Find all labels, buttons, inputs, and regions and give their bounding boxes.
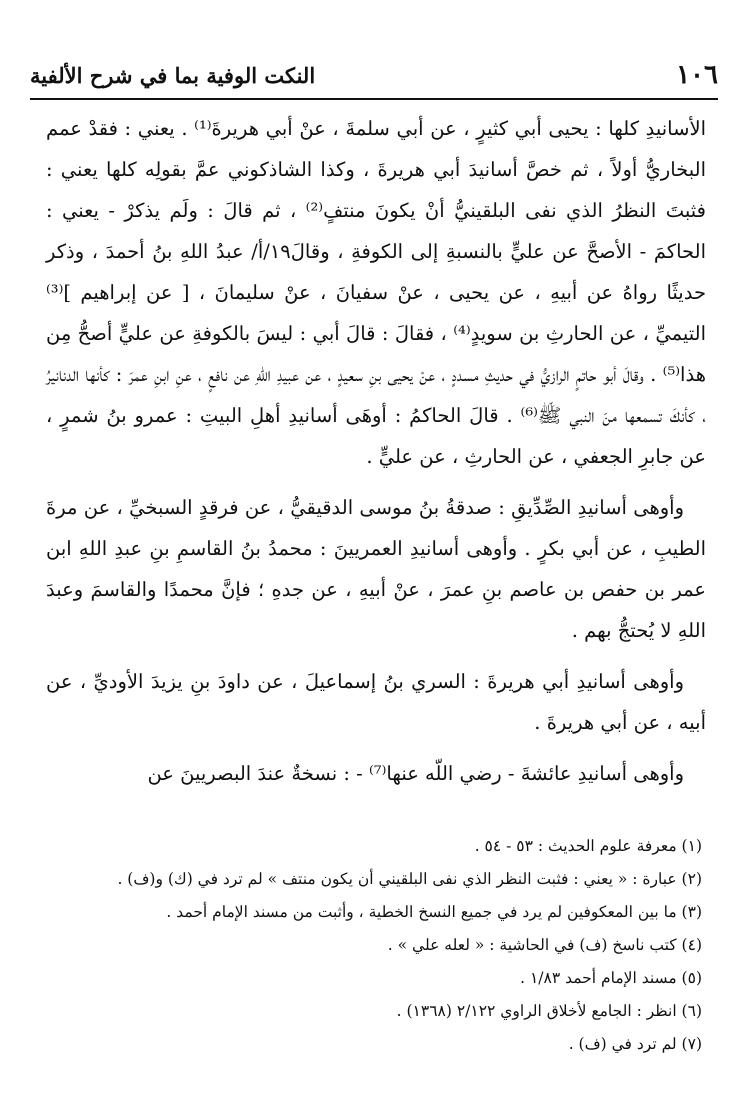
footnote: (١) معرفة علوم الحديث : ٥٣ - ٥٤ . (474, 837, 702, 855)
paragraph: وأوهى أسانيدِ الصِّدِّيقِ : صدقةُ بنُ موسى الدقيقيُّ ، عن فرقدٍ السبخيِّ ، عن مرةَ الطيبِ ، عن أبي بكرٍ . وأوهى أسانيدِ العمريينَ : محمدُ بنُ القاسمِ بنِ عبدِ اللهِ ابن عمر بن حفص بن عاصم بنِ عمرَ ، عنْ أبيهِ ، عن جدهِ ؛ فإنَّ محمدًا والقاسمَ وعبدَ اللهِ لا يُحتجُّ بهم . (46, 496, 706, 642)
page-number: ١٠٦ (676, 60, 718, 90)
paragraph: وأوهى أسانيدِ أبي هريرةَ : السري بنُ إسماعيلَ ، عن داودَ بنِ يزيدَ الأوديِّ ، عن أبيه ، عن أبي هريرةَ . (46, 670, 706, 734)
footnotes (52, 830, 702, 1061)
running-header (30, 52, 718, 98)
footnote: (٧) لم ترد في (ف) . (568, 1035, 702, 1053)
footnote: (٦) انظر : الجامع لأخلاق الراوي ٢/١٢٢ (١٣٦٨) . (396, 1002, 702, 1020)
footnote: (٤) كتب ناسخ (ف) في الحاشية : « لعله علي » . (387, 936, 702, 954)
paragraph: وأوهى أسانيدِ عائشةَ - رضي اللّه عنها⁽⁷⁾ - : نسخةٌ عندَ البصريينَ عن (147, 762, 684, 785)
header-divider (30, 98, 718, 100)
footnote: (٢) عبارة : « يعني : فثبت النظر الذي نفى البلقيني أن يكون منتف » لم ترد في (ك) و(ف) . (117, 870, 702, 888)
main-text (46, 108, 706, 794)
book-title: النكت الوفية بما في شرح الألفية (30, 62, 316, 88)
footnote: (٥) مسند الإمام أحمد ١/٨٣ . (520, 969, 702, 987)
footnote: (٣) ما بين المعكوفين لم يرد في جميع النسخ الخطية ، وأثبت من مسند الإمام أحمد . (166, 903, 702, 921)
paragraph: الأسانيدِ كلها : يحيى أبي كثيرٍ ، عن أبي سلمةَ ، عنْ أبي هريرةَ⁽¹⁾ . يعني : فقدْ عمم البخاريُّ أولاً ، ثم خصَّ أسانيدَ أبي هريرةَ ، وكذا الشاذكوني عمَّ بقولِه كلها يعني : فثبتَ النظرُ الذي نفى البلقينيُّ أنْ يكونَ منتفٍ⁽²⁾ ، ثم قالَ : ولَم يذكرْ - يعني : الحاكمَ - الأصحَّ عن عليٍّ بالنسبةِ إلى الكوفةِ ، وقالَ١٩/أ/ عبدُ اللهِ بنُ أحمدَ ، وذكر حديثًا رواهُ عن أبيهِ ، عن يحيى ، عنْ سفيانَ ، عنْ سليمانَ ، [ عن إبراهيم ]⁽³⁾ التيميِّ ، عن الحارثِ بن سويدٍ⁽⁴⁾ ، فقالَ : قالَ أبي : ليسَ بالكوفةِ عن عليٍّ أصحُّ مِن هذا⁽⁵⁾ . وقالَ أبو حاتمٍ الرازيُّ في حديثِ مسددٍ ، عنْ يحيى بنِ سعيدٍ ، عن عبيدِ اللهِ عن نافعٍ ، عنِ ابنِ عمرَ : كأنها الدنانيرُ ، كأنكَ تسمعها منَ النبي ﷺ⁽⁶⁾ . قالَ الحاكمُ : أوهَى أسانيدِ أهلِ البيتِ : عمرو بنُ شمرٍ ، عن جابرِ الجعفي ، عن الحارثِ ، عن عليٍّ . (46, 117, 707, 468)
